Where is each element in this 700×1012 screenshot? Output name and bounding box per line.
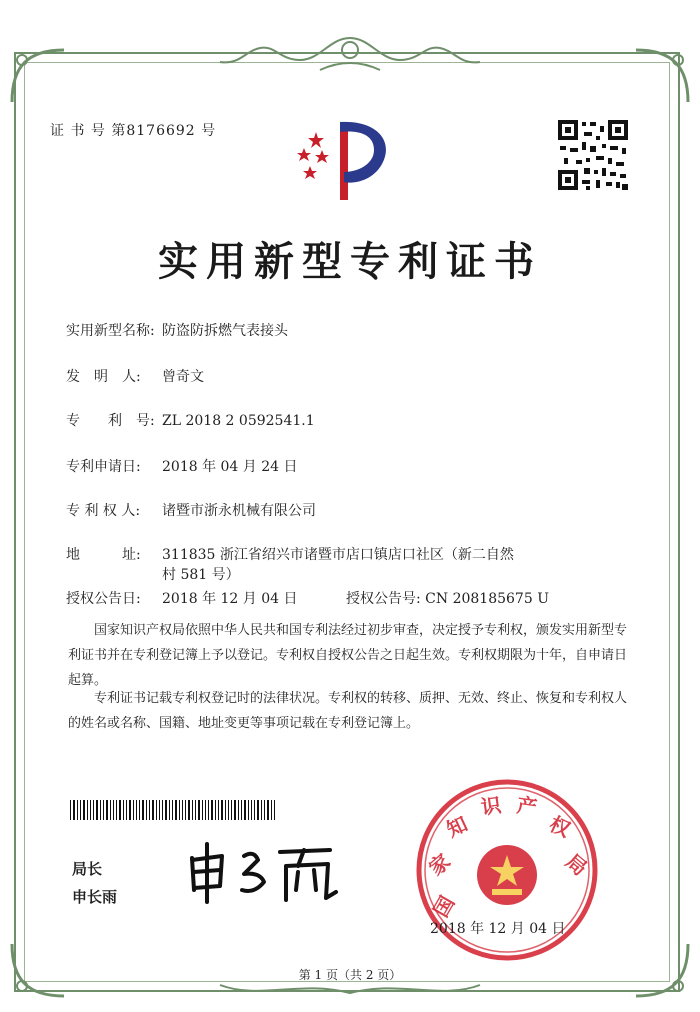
svg-text:识: 识 [479, 792, 503, 820]
statement-paragraph-2: 专利证书记载专利权登记时的法律状况。专利权的转移、质押、无效、终止、恢复和专利权人的姓名或名称、国籍、地址变更等事项记载在专利登记簿上。 [68, 691, 628, 731]
field-label: 授权公告日: [66, 591, 141, 607]
top-ornament-icon [200, 30, 500, 80]
field-patent-number [66, 410, 315, 430]
svg-text:产: 产 [515, 792, 539, 820]
field-address-line2: 村 581 号） [162, 567, 240, 583]
field-address [66, 544, 514, 564]
svg-text:知: 知 [442, 811, 472, 842]
field-label: 实用新型名称: [66, 323, 155, 339]
corner-ornament-top-right-icon [632, 46, 692, 106]
field-label: 发 明 人: [66, 369, 141, 385]
qr-code-icon [556, 118, 630, 192]
svg-text:权: 权 [545, 811, 575, 842]
field-value: 2018 年 12 月 04 日 [162, 591, 298, 607]
field-value: 2018 年 04 月 24 日 [162, 459, 298, 475]
certificate-number: 证 书 号 第8176692 号 [50, 123, 217, 139]
page-number: 第 1 页（共 2 页） [298, 968, 402, 982]
field-patentee [66, 500, 316, 520]
field-grant-number [346, 588, 549, 608]
corner-ornament-top-left-icon [8, 46, 68, 106]
svg-text:国: 国 [428, 891, 460, 922]
signature-icon [180, 838, 380, 908]
statement-paragraph-1: 国家知识产权局依照中华人民共和国专利法经过初步审查，决定授予专利权，颁发实用新型专利证书并在专利登记簿上予以登记。专利权自授权公告之日起生效。专利权期限为十年，自申请日起算。 [68, 623, 628, 688]
field-application-date [66, 456, 298, 476]
certificate-title: 实用新型专利证书 [158, 238, 542, 285]
field-value: 防盗防拆燃气表接头 [162, 323, 288, 339]
field-label: 专利申请日: [66, 459, 141, 475]
field-grant-date [66, 588, 298, 608]
field-label: 专 利 权 人: [66, 503, 141, 519]
field-label: 地 址: [66, 547, 141, 563]
field-utility-model-name [66, 320, 288, 340]
field-value: ZL 2018 2 0592541.1 [162, 413, 315, 429]
official-title: 局长 [72, 860, 103, 878]
barcode-icon [70, 800, 275, 820]
field-inventor [66, 366, 204, 386]
svg-text:局: 局 [561, 849, 592, 881]
cnipa-logo-icon [286, 112, 396, 212]
field-value: 曾奇文 [162, 369, 204, 385]
svg-text:家: 家 [424, 849, 455, 881]
official-name: 申长雨 [72, 888, 118, 906]
field-value: CN 208185675 U [425, 591, 549, 607]
field-label: 授权公告号: [346, 591, 421, 607]
seal-date: 2018 年 12 月 04 日 [430, 921, 566, 937]
field-value: 诸暨市浙永机械有限公司 [162, 503, 316, 519]
field-label: 专 利 号: [66, 413, 155, 429]
field-value: 311835 浙江省绍兴市诸暨市店口镇店口社区（新二自然 [162, 547, 514, 563]
